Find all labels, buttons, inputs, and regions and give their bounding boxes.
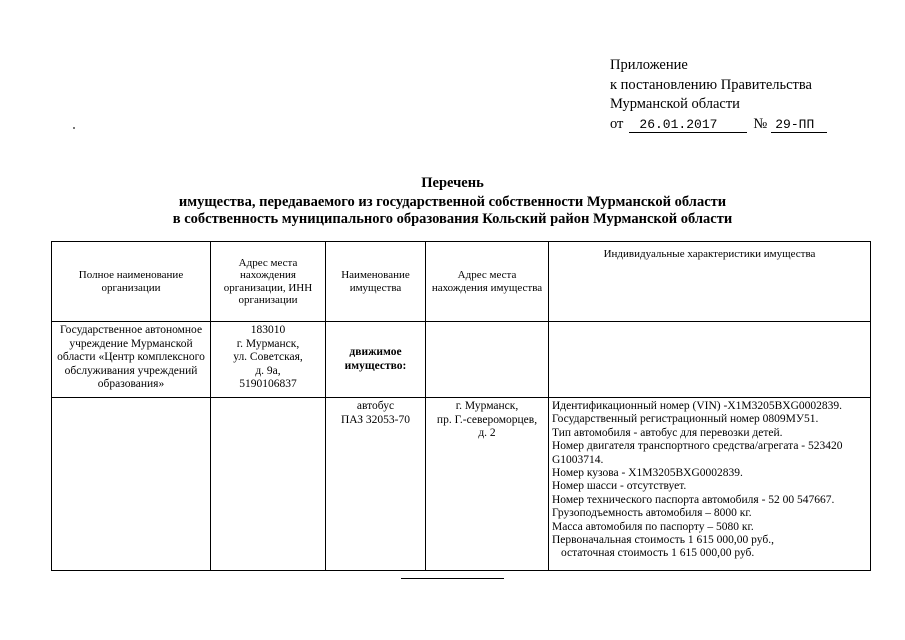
characteristic-line: Номер технического паспорта автомобиля - 52 00 547667. <box>552 493 835 506</box>
property-name-cell <box>326 398 426 571</box>
characteristic-line: Номер двигателя транспортного средства/агрегата - 523420 <box>552 440 843 453</box>
characteristic-line: Номер шасси - отсутствует. <box>552 480 687 493</box>
empty-cell <box>211 398 326 571</box>
property-type-cell: движимое имущество: <box>326 322 426 398</box>
org-name-cell: Государственное автономное учреждение Мурманской области «Центр комплексного обслуживания учреждений образования» <box>52 322 211 398</box>
characteristic-line: Номер кузова - X1M3205BXG0002839. <box>552 467 743 480</box>
header-property-name: Наименование имущества <box>326 242 426 322</box>
document-subtitle-line: имущества, передаваемого из государственной собственности Мурманской области <box>178 194 727 210</box>
appendix-line: Мурманской области <box>610 96 740 112</box>
characteristic-line: G1003714. <box>552 453 604 466</box>
table-row <box>52 322 871 398</box>
closing-rule <box>401 578 504 579</box>
org-address-line: ул. Советская, <box>233 351 303 363</box>
characteristic-line: Масса автомобиля по паспорту – 5080 кг. <box>552 520 754 533</box>
org-address-line: д. 9а, <box>255 364 281 377</box>
from-label: от <box>610 115 624 132</box>
property-address-cell <box>426 398 549 571</box>
decree-number: 29-ПП <box>771 117 827 133</box>
property-address-line: пр. Г.-североморцев, <box>436 413 538 426</box>
document-subtitle-line: в собственность муниципального образования Кольский район Мурманской области <box>172 211 733 227</box>
decree-date: 26.01.2017 <box>629 117 747 133</box>
appendix-block <box>610 56 827 134</box>
appendix-line: Приложение <box>610 57 688 73</box>
org-inn: 5190106837 <box>239 378 297 390</box>
characteristic-line: Первоначальная стоимость 1 615 000,00 руб., <box>552 534 774 547</box>
table-row <box>52 398 871 571</box>
property-table <box>51 241 871 571</box>
appendix-date-row <box>610 115 827 135</box>
org-address-cell <box>211 322 326 398</box>
characteristics-cell <box>549 398 871 571</box>
empty-cell <box>52 398 211 571</box>
appendix-line: к постановлению Правительства <box>610 76 812 93</box>
empty-cell <box>426 322 549 398</box>
number-label: № <box>753 115 768 132</box>
property-model: ПАЗ 32053-70 <box>340 413 411 426</box>
scan-speck <box>73 127 75 129</box>
property-name-line: автобус <box>356 400 395 412</box>
org-address-line: 183010 <box>250 324 286 336</box>
characteristic-line: остаточная стоимость 1 615 000,00 руб. <box>561 547 755 560</box>
characteristic-line: Государственный регистрационный номер 0809МУ51. <box>552 413 819 426</box>
header-characteristics: Индивидуальные характеристики имущества <box>549 242 871 322</box>
header-org-name: Полное наименование организации <box>52 242 211 322</box>
characteristic-line: Грузоподъемность автомобиля – 8000 кг. <box>552 507 752 520</box>
document-title: Перечень <box>421 175 484 191</box>
property-address-line: г. Мурманск, <box>455 400 519 412</box>
header-property-address: Адрес места нахождения имущества <box>426 242 549 322</box>
characteristic-line: Тип автомобиля - автобус для перевозки детей. <box>552 426 783 439</box>
property-address-line: д. 2 <box>478 427 496 439</box>
table-header-row <box>52 242 871 322</box>
empty-cell <box>549 322 871 398</box>
org-address-line: г. Мурманск, <box>236 337 300 350</box>
header-org-address: Адрес места нахождения организации, ИНН организации <box>211 242 326 322</box>
characteristic-line: Идентификационный номер (VIN) -X1M3205BXG0002839. <box>552 400 843 412</box>
